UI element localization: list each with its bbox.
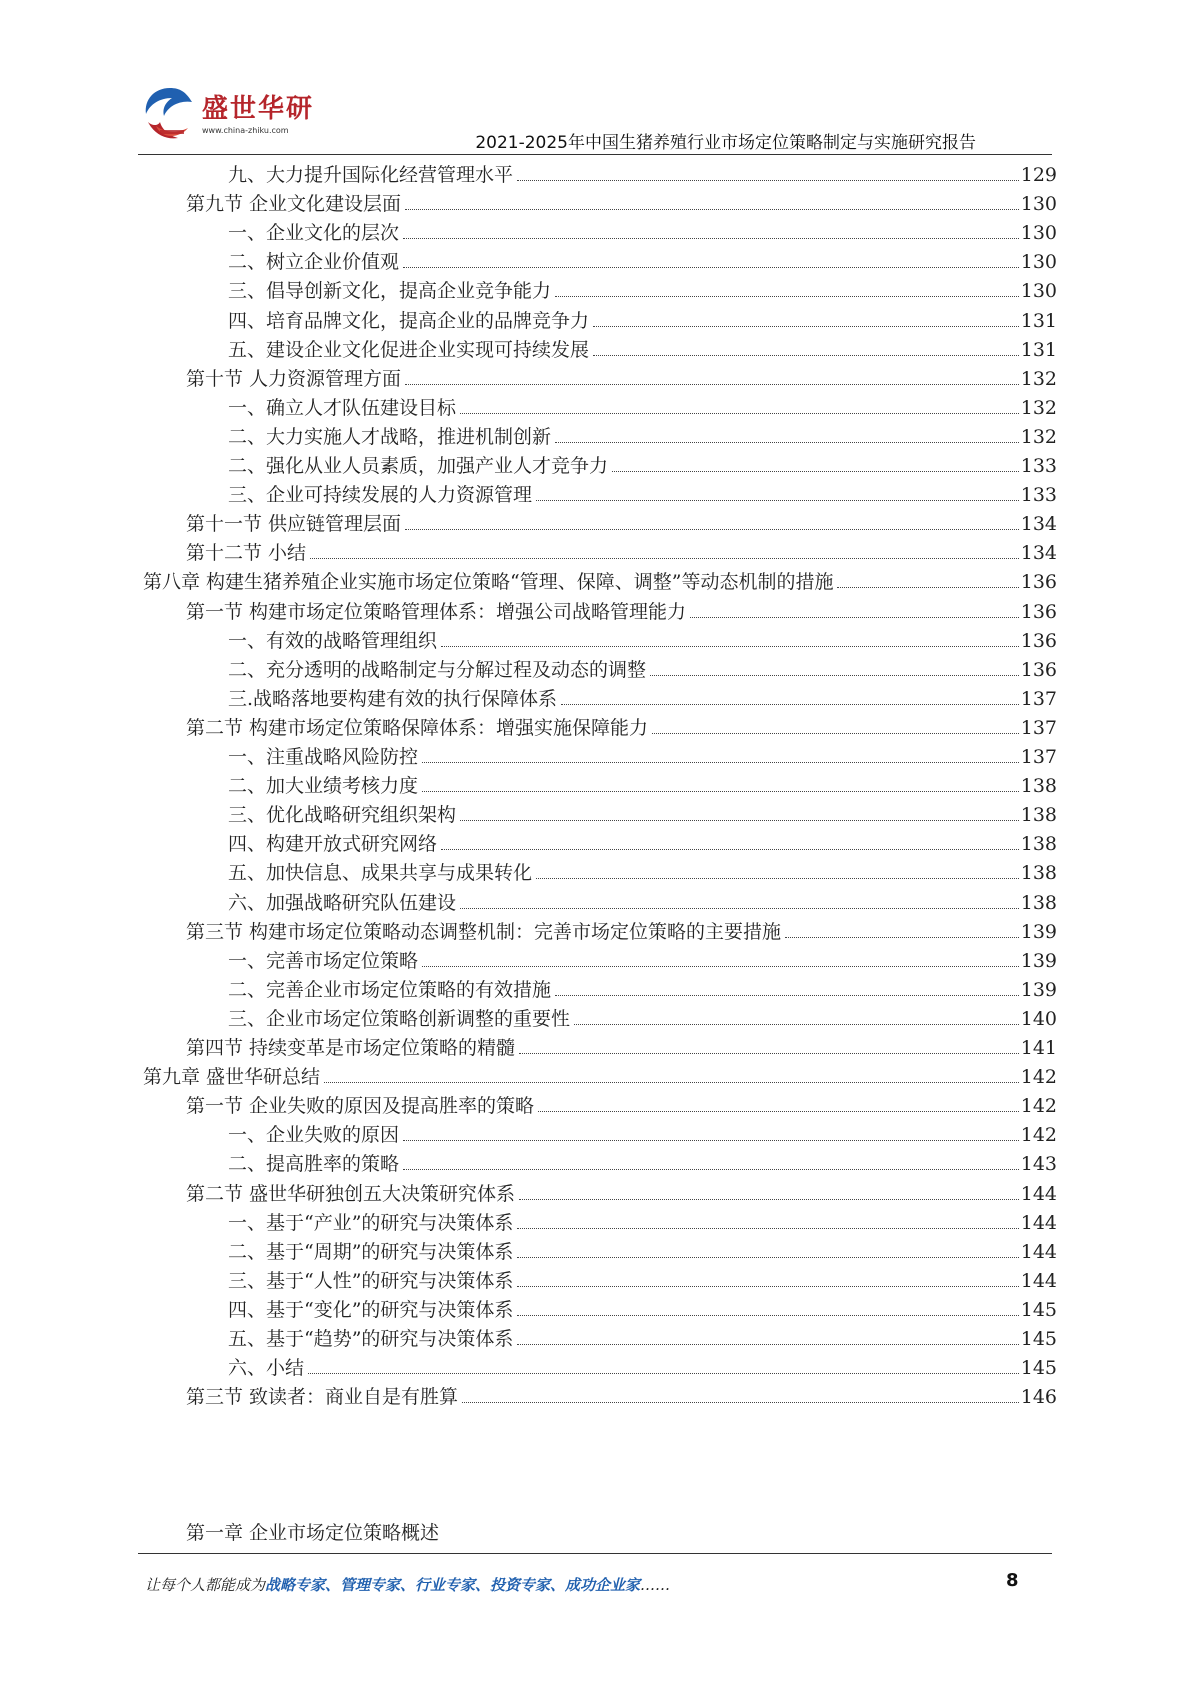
toc-entry-page: 138 bbox=[1020, 775, 1057, 798]
toc-entry[interactable] bbox=[228, 247, 1057, 277]
toc-entry[interactable] bbox=[228, 975, 1057, 1005]
toc-entry-page: 142 bbox=[1020, 1066, 1057, 1089]
toc-entry-page: 131 bbox=[1020, 338, 1057, 361]
toc-entry-title: 第十一节 供应链管理层面 bbox=[186, 513, 402, 536]
toc-entry-page: 142 bbox=[1020, 1095, 1057, 1118]
toc-entry-page: 130 bbox=[1020, 251, 1057, 274]
toc-dot-leader bbox=[441, 849, 1019, 850]
toc-entry[interactable] bbox=[228, 1237, 1057, 1267]
toc-entry-title: 六、小结 bbox=[228, 1357, 305, 1380]
toc-entry-page: 144 bbox=[1020, 1211, 1057, 1234]
toc-dot-leader bbox=[517, 1344, 1018, 1345]
toc-entry-title: 三、基于“人性”的研究与决策体系 bbox=[228, 1269, 514, 1292]
toc-entry-page: 145 bbox=[1020, 1357, 1057, 1380]
toc-entry[interactable] bbox=[228, 858, 1057, 888]
toc-entry-page: 140 bbox=[1020, 1007, 1057, 1030]
toc-entry[interactable] bbox=[186, 1382, 1057, 1412]
toc-dot-leader bbox=[519, 1053, 1019, 1054]
toc-dot-leader bbox=[405, 209, 1019, 210]
toc-dot-leader bbox=[405, 529, 1019, 530]
page-number: 8 bbox=[1006, 1570, 1019, 1591]
toc-entry-page: 134 bbox=[1020, 513, 1057, 536]
toc-entry-page: 131 bbox=[1020, 309, 1057, 332]
toc-entry[interactable] bbox=[228, 1266, 1057, 1296]
toc-dot-leader bbox=[517, 1257, 1018, 1258]
toc-entry-page: 139 bbox=[1020, 949, 1057, 972]
toc-dot-leader bbox=[308, 1373, 1019, 1374]
toc-entry[interactable] bbox=[228, 393, 1057, 423]
toc-entry-title: 二、提高胜率的策略 bbox=[228, 1153, 400, 1176]
toc-entry-page: 138 bbox=[1020, 833, 1057, 856]
toc-entry[interactable] bbox=[186, 538, 1057, 568]
toc-dot-leader bbox=[310, 558, 1019, 559]
toc-entry-title: 四、培育品牌文化，提高企业的品牌竞争力 bbox=[228, 309, 590, 332]
toc-entry[interactable] bbox=[228, 306, 1057, 336]
toc-dot-leader bbox=[785, 937, 1019, 938]
toc-entry-page: 132 bbox=[1020, 396, 1057, 419]
toc-entry[interactable] bbox=[228, 480, 1057, 510]
toc-entry-page: 133 bbox=[1020, 484, 1057, 507]
toc-entry[interactable] bbox=[228, 742, 1057, 772]
toc-dot-leader bbox=[403, 267, 1019, 268]
toc-entry[interactable] bbox=[186, 1033, 1057, 1063]
toc-entry-title: 第十节 人力资源管理方面 bbox=[186, 367, 402, 390]
logo-emblem-icon bbox=[140, 82, 200, 144]
toc-dot-leader bbox=[837, 587, 1018, 588]
toc-entry-title: 第三节 构建市场定位策略动态调整机制：完善市场定位策略的主要措施 bbox=[186, 920, 782, 943]
toc-dot-leader bbox=[405, 384, 1019, 385]
toc-entry[interactable] bbox=[228, 1208, 1057, 1238]
toc-entry[interactable] bbox=[228, 218, 1057, 248]
logo-name: 盛世华研 bbox=[202, 94, 315, 124]
toc-entry[interactable] bbox=[186, 364, 1057, 394]
toc-entry[interactable] bbox=[228, 626, 1057, 656]
logo-url: www.china-zhiku.com bbox=[202, 126, 289, 135]
toc-dot-leader bbox=[593, 326, 1019, 327]
toc-entry-page: 139 bbox=[1020, 978, 1057, 1001]
toc-entry-title: 第一节 企业失败的原因及提高胜率的策略 bbox=[186, 1095, 535, 1118]
toc-entry[interactable] bbox=[228, 1120, 1057, 1150]
toc-entry-page: 142 bbox=[1020, 1124, 1057, 1147]
toc-entry-title: 一、企业失败的原因 bbox=[228, 1124, 400, 1147]
toc-entry[interactable] bbox=[228, 451, 1057, 481]
toc-entry-page: 145 bbox=[1020, 1298, 1057, 1321]
toc-entry-title: 一、完善市场定位策略 bbox=[228, 949, 419, 972]
toc-dot-leader bbox=[517, 1228, 1018, 1229]
toc-dot-leader bbox=[517, 1286, 1018, 1287]
toc-entry[interactable] bbox=[186, 1179, 1057, 1209]
toc-entry-title: 四、基于“变化”的研究与决策体系 bbox=[228, 1298, 514, 1321]
toc-entry-page: 138 bbox=[1020, 804, 1057, 827]
toc-entry[interactable] bbox=[228, 771, 1057, 801]
toc-entry[interactable] bbox=[228, 1004, 1057, 1034]
slogan-prefix: 让每个人都能成为 bbox=[145, 1576, 266, 1594]
toc-entry-title: 二、加大业绩考核力度 bbox=[228, 775, 419, 798]
toc-dot-leader bbox=[536, 500, 1019, 501]
toc-dot-leader bbox=[324, 1082, 1019, 1083]
toc-entry-title: 一、基于“产业”的研究与决策体系 bbox=[228, 1211, 514, 1234]
toc-entry-title: 二、大力实施人才战略，推进机制创新 bbox=[228, 425, 552, 448]
toc-entry-page: 132 bbox=[1020, 367, 1057, 390]
toc-entry[interactable] bbox=[228, 829, 1057, 859]
toc-entry-page: 136 bbox=[1020, 600, 1057, 623]
toc-entry-page: 144 bbox=[1020, 1182, 1057, 1205]
toc-entry[interactable] bbox=[186, 189, 1057, 219]
page-header bbox=[0, 0, 1191, 160]
toc-entry-title: 五、加快信息、成果共享与成果转化 bbox=[228, 862, 533, 885]
toc-entry-page: 138 bbox=[1020, 862, 1057, 885]
toc-entry-title: 第九章 盛世华研总结 bbox=[143, 1066, 321, 1089]
toc-entry[interactable] bbox=[228, 1324, 1057, 1354]
toc-entry[interactable] bbox=[186, 713, 1057, 743]
toc-entry-page: 136 bbox=[1020, 658, 1057, 681]
toc-entry-page: 136 bbox=[1020, 571, 1057, 594]
toc-entry-page: 133 bbox=[1020, 455, 1057, 477]
footer-divider bbox=[138, 1553, 1052, 1554]
toc-entry-title: 三、企业可持续发展的人力资源管理 bbox=[228, 484, 533, 507]
toc-dot-leader bbox=[690, 617, 1019, 618]
toc-dot-leader bbox=[403, 1140, 1019, 1141]
toc-entry-page: 130 bbox=[1020, 280, 1057, 303]
toc-dot-leader bbox=[593, 355, 1019, 356]
company-logo bbox=[140, 82, 340, 152]
toc-entry[interactable] bbox=[228, 276, 1057, 306]
toc-entry-page: 139 bbox=[1020, 920, 1057, 943]
toc-entry-title: 二、基于“周期”的研究与决策体系 bbox=[228, 1240, 514, 1263]
toc-entry-title: 一、有效的战略管理组织 bbox=[228, 629, 438, 652]
toc-dot-leader bbox=[612, 471, 1019, 472]
toc-partial-line: 第一章 企业市场定位策略概述 bbox=[186, 1522, 440, 1544]
toc-dot-leader bbox=[519, 1199, 1019, 1200]
toc-dot-leader bbox=[517, 180, 1019, 181]
toc-dot-leader bbox=[555, 296, 1019, 297]
toc-entry[interactable] bbox=[143, 1062, 1057, 1092]
toc-entry[interactable] bbox=[186, 1091, 1057, 1121]
toc-dot-leader bbox=[517, 1315, 1018, 1316]
toc-entry-title: 二、强化从业人员素质，加强产业人才竞争力 bbox=[228, 455, 609, 477]
toc-entry-title: 第二节 构建市场定位策略保障体系：增强实施保障能力 bbox=[186, 716, 649, 739]
toc-entry[interactable] bbox=[228, 160, 1057, 190]
toc-entry-page: 130 bbox=[1020, 193, 1057, 216]
toc-entry-title: 六、加强战略研究队伍建设 bbox=[228, 891, 457, 914]
toc-entry-title: 九、大力提升国际化经营管理水平 bbox=[228, 164, 514, 186]
toc-entry-title: 第八章 构建生猪养殖企业实施市场定位策略“管理、保障、调整”等动态机制的措施 bbox=[143, 571, 834, 594]
toc-entry[interactable] bbox=[228, 422, 1057, 452]
toc-entry-title: 第四节 持续变革是市场定位策略的精髓 bbox=[186, 1037, 516, 1059]
toc-dot-leader bbox=[652, 733, 1019, 734]
toc-dot-leader bbox=[422, 762, 1019, 763]
toc-dot-leader bbox=[574, 1024, 1019, 1025]
toc-entry[interactable] bbox=[228, 655, 1057, 685]
toc-entry[interactable] bbox=[228, 888, 1057, 918]
toc-entry[interactable] bbox=[186, 917, 1057, 947]
toc-dot-leader bbox=[536, 878, 1019, 879]
toc-entry-title: 四、构建开放式研究网络 bbox=[228, 833, 438, 856]
toc-entry-page: 130 bbox=[1020, 222, 1057, 245]
toc-dot-leader bbox=[460, 908, 1019, 909]
toc-entry-page: 141 bbox=[1020, 1037, 1057, 1059]
toc-entry[interactable] bbox=[228, 946, 1057, 976]
toc-entry[interactable] bbox=[228, 684, 1057, 714]
toc-dot-leader bbox=[422, 791, 1019, 792]
toc-entry-page: 137 bbox=[1020, 687, 1057, 710]
toc-entry[interactable] bbox=[186, 509, 1057, 539]
toc-dot-leader bbox=[460, 413, 1019, 414]
toc-entry-title: 五、建设企业文化促进企业实现可持续发展 bbox=[228, 338, 590, 361]
toc-entry-title: 第十二节 小结 bbox=[186, 542, 307, 565]
toc-entry-title: 第九节 企业文化建设层面 bbox=[186, 193, 402, 216]
toc-entry-page: 134 bbox=[1020, 542, 1057, 565]
toc-entry[interactable] bbox=[228, 800, 1057, 830]
toc-entry-title: 一、企业文化的层次 bbox=[228, 222, 400, 245]
toc-entry-page: 144 bbox=[1020, 1269, 1057, 1292]
toc-entry[interactable] bbox=[228, 1295, 1057, 1325]
toc-entry-page: 129 bbox=[1020, 164, 1057, 186]
toc-entry-page: 136 bbox=[1020, 629, 1057, 652]
toc-entry[interactable] bbox=[228, 1149, 1057, 1179]
toc-entry[interactable] bbox=[228, 1353, 1057, 1383]
toc-dot-leader bbox=[462, 1402, 1019, 1403]
toc-dot-leader bbox=[650, 675, 1019, 676]
toc-entry-title: 第三节 致读者：商业自是有胜算 bbox=[186, 1386, 459, 1409]
toc-entry-page: 146 bbox=[1020, 1386, 1057, 1409]
toc-entry-title: 五、基于“趋势”的研究与决策体系 bbox=[228, 1328, 514, 1350]
toc-dot-leader bbox=[403, 1169, 1019, 1170]
toc-entry-title: 二、树立企业价值观 bbox=[228, 251, 400, 274]
toc-entry-page: 137 bbox=[1020, 746, 1057, 768]
toc-dot-leader bbox=[555, 442, 1019, 443]
toc-dot-leader bbox=[403, 238, 1019, 239]
toc-entry-title: 三、企业市场定位策略创新调整的重要性 bbox=[228, 1007, 571, 1030]
toc-entry-page: 138 bbox=[1020, 891, 1057, 914]
toc-entry-page: 137 bbox=[1020, 716, 1057, 739]
toc-entry-title: 三.战略落地要构建有效的执行保障体系 bbox=[228, 687, 558, 710]
toc-entry[interactable] bbox=[143, 567, 1057, 597]
toc-entry-page: 132 bbox=[1020, 425, 1057, 448]
toc-entry-title: 三、优化战略研究组织架构 bbox=[228, 804, 457, 827]
toc-dot-leader bbox=[555, 995, 1019, 996]
toc-dot-leader bbox=[538, 1111, 1019, 1112]
toc-entry[interactable] bbox=[186, 597, 1057, 627]
footer-slogan bbox=[145, 1574, 670, 1595]
report-title: 2021-2025年中国生猪养殖行业市场定位策略制定与实施研究报告 bbox=[475, 133, 976, 153]
toc-entry-title: 第二节 盛世华研独创五大决策研究体系 bbox=[186, 1182, 516, 1205]
slogan-suffix: …… bbox=[640, 1576, 671, 1594]
toc-entry-title: 第一节 构建市场定位策略管理体系：增强公司战略管理能力 bbox=[186, 600, 687, 623]
toc-dot-leader bbox=[422, 966, 1019, 967]
toc-entry-page: 145 bbox=[1020, 1328, 1057, 1350]
slogan-highlight: 战略专家、管理专家、行业专家、投资专家、成功企业家 bbox=[265, 1576, 641, 1594]
toc-entry-page: 143 bbox=[1020, 1153, 1057, 1176]
toc-dot-leader bbox=[561, 704, 1019, 705]
toc-entry-title: 二、充分透明的战略制定与分解过程及动态的调整 bbox=[228, 658, 647, 681]
toc-dot-leader bbox=[441, 646, 1019, 647]
toc-entry-title: 二、完善企业市场定位策略的有效措施 bbox=[228, 978, 552, 1001]
header-divider bbox=[138, 154, 1052, 155]
toc-entry-title: 一、注重战略风险防控 bbox=[228, 746, 419, 768]
toc-entry-title: 一、确立人才队伍建设目标 bbox=[228, 396, 457, 419]
toc-entry-page: 144 bbox=[1020, 1240, 1057, 1263]
toc-dot-leader bbox=[460, 820, 1019, 821]
toc-entry[interactable] bbox=[228, 335, 1057, 365]
toc-entry-title: 三、倡导创新文化，提高企业竞争能力 bbox=[228, 280, 552, 303]
